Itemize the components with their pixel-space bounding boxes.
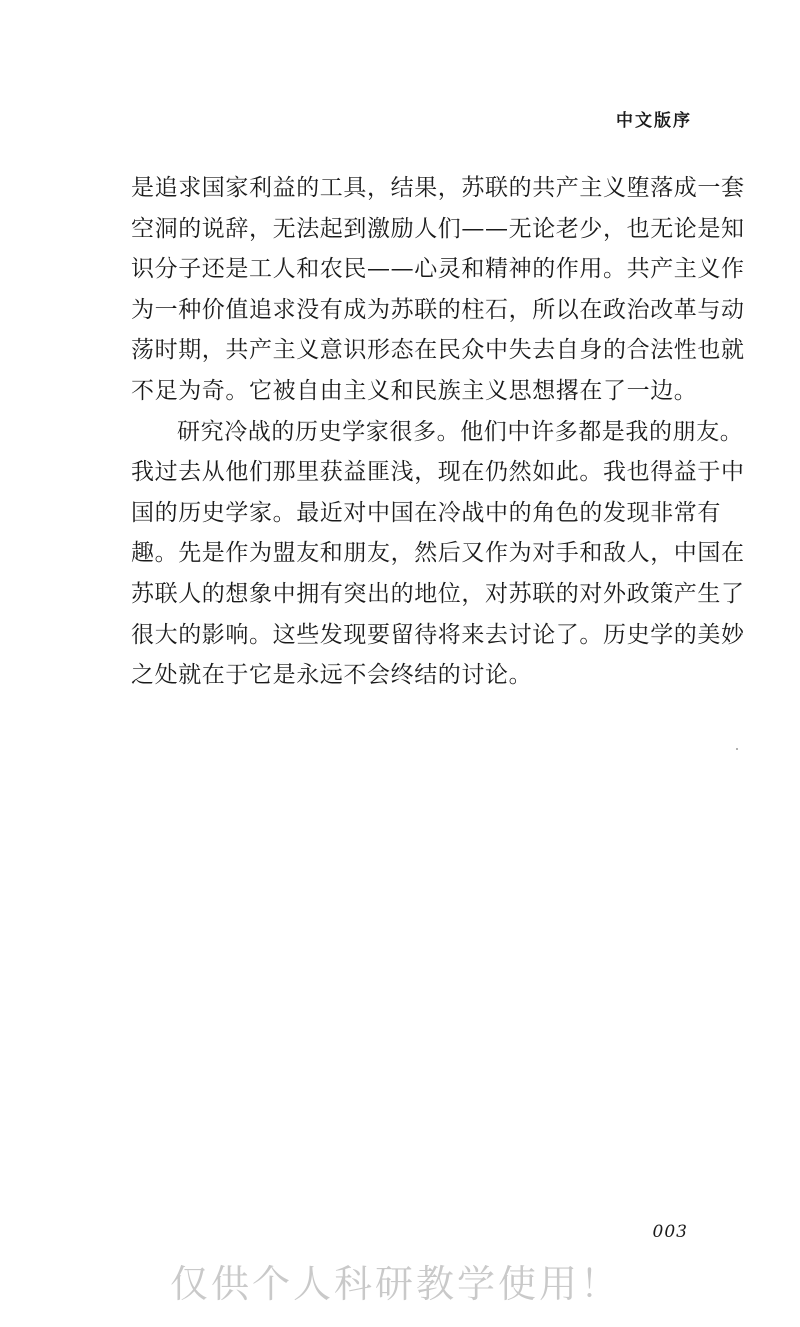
text-line: 之处就在于它是永远不会终结的讨论。 [131,662,533,689]
text-line: 国的历史学家。最近对中国在冷战中的角色的发现非常有 [131,499,721,526]
text-line: 识分子还是工人和农民——心灵和精神的作用。共产主义作 [131,256,745,283]
watermark: 仅供个人科研教学使用！ [170,1262,622,1306]
scan-speck [736,748,738,750]
text-line: 苏联人的想象中拥有突出的地位，对苏联的对外政策产生了 [131,580,745,607]
text-line: 研究冷战的历史学家很多。他们中许多都是我的朋友。 [177,418,744,445]
page-number: 003 [652,1222,688,1242]
text-line: 趣。先是作为盟友和朋友，然后又作为对手和敌人，中国在 [131,540,745,567]
text-line: 我过去从他们那里获益匪浅，现在仍然如此。我也得益于中 [131,459,745,486]
text-line: 是追求国家利益的工具，结果，苏联的共产主义堕落成一套 [131,175,745,201]
paragraph-2 [131,412,745,696]
text-line: 为一种价值追求没有成为苏联的柱石，所以在政治改革与动 [131,296,745,323]
text-line: 不足为奇。它被自由主义和民族主义思想撂在了一边。 [131,377,698,404]
body-text [131,168,745,696]
text-line: 荡时期，共产主义意识形态在民众中失去自身的合法性也就 [131,337,745,364]
text-line: 空洞的说辞，无法起到激励人们——无论老少，也无论是知 [131,215,745,242]
text-line: 很大的影响。这些发现要留待将来去讨论了。历史学的美妙 [131,621,745,648]
paragraph-1 [131,168,745,412]
running-header: 中文版序 [616,111,692,131]
